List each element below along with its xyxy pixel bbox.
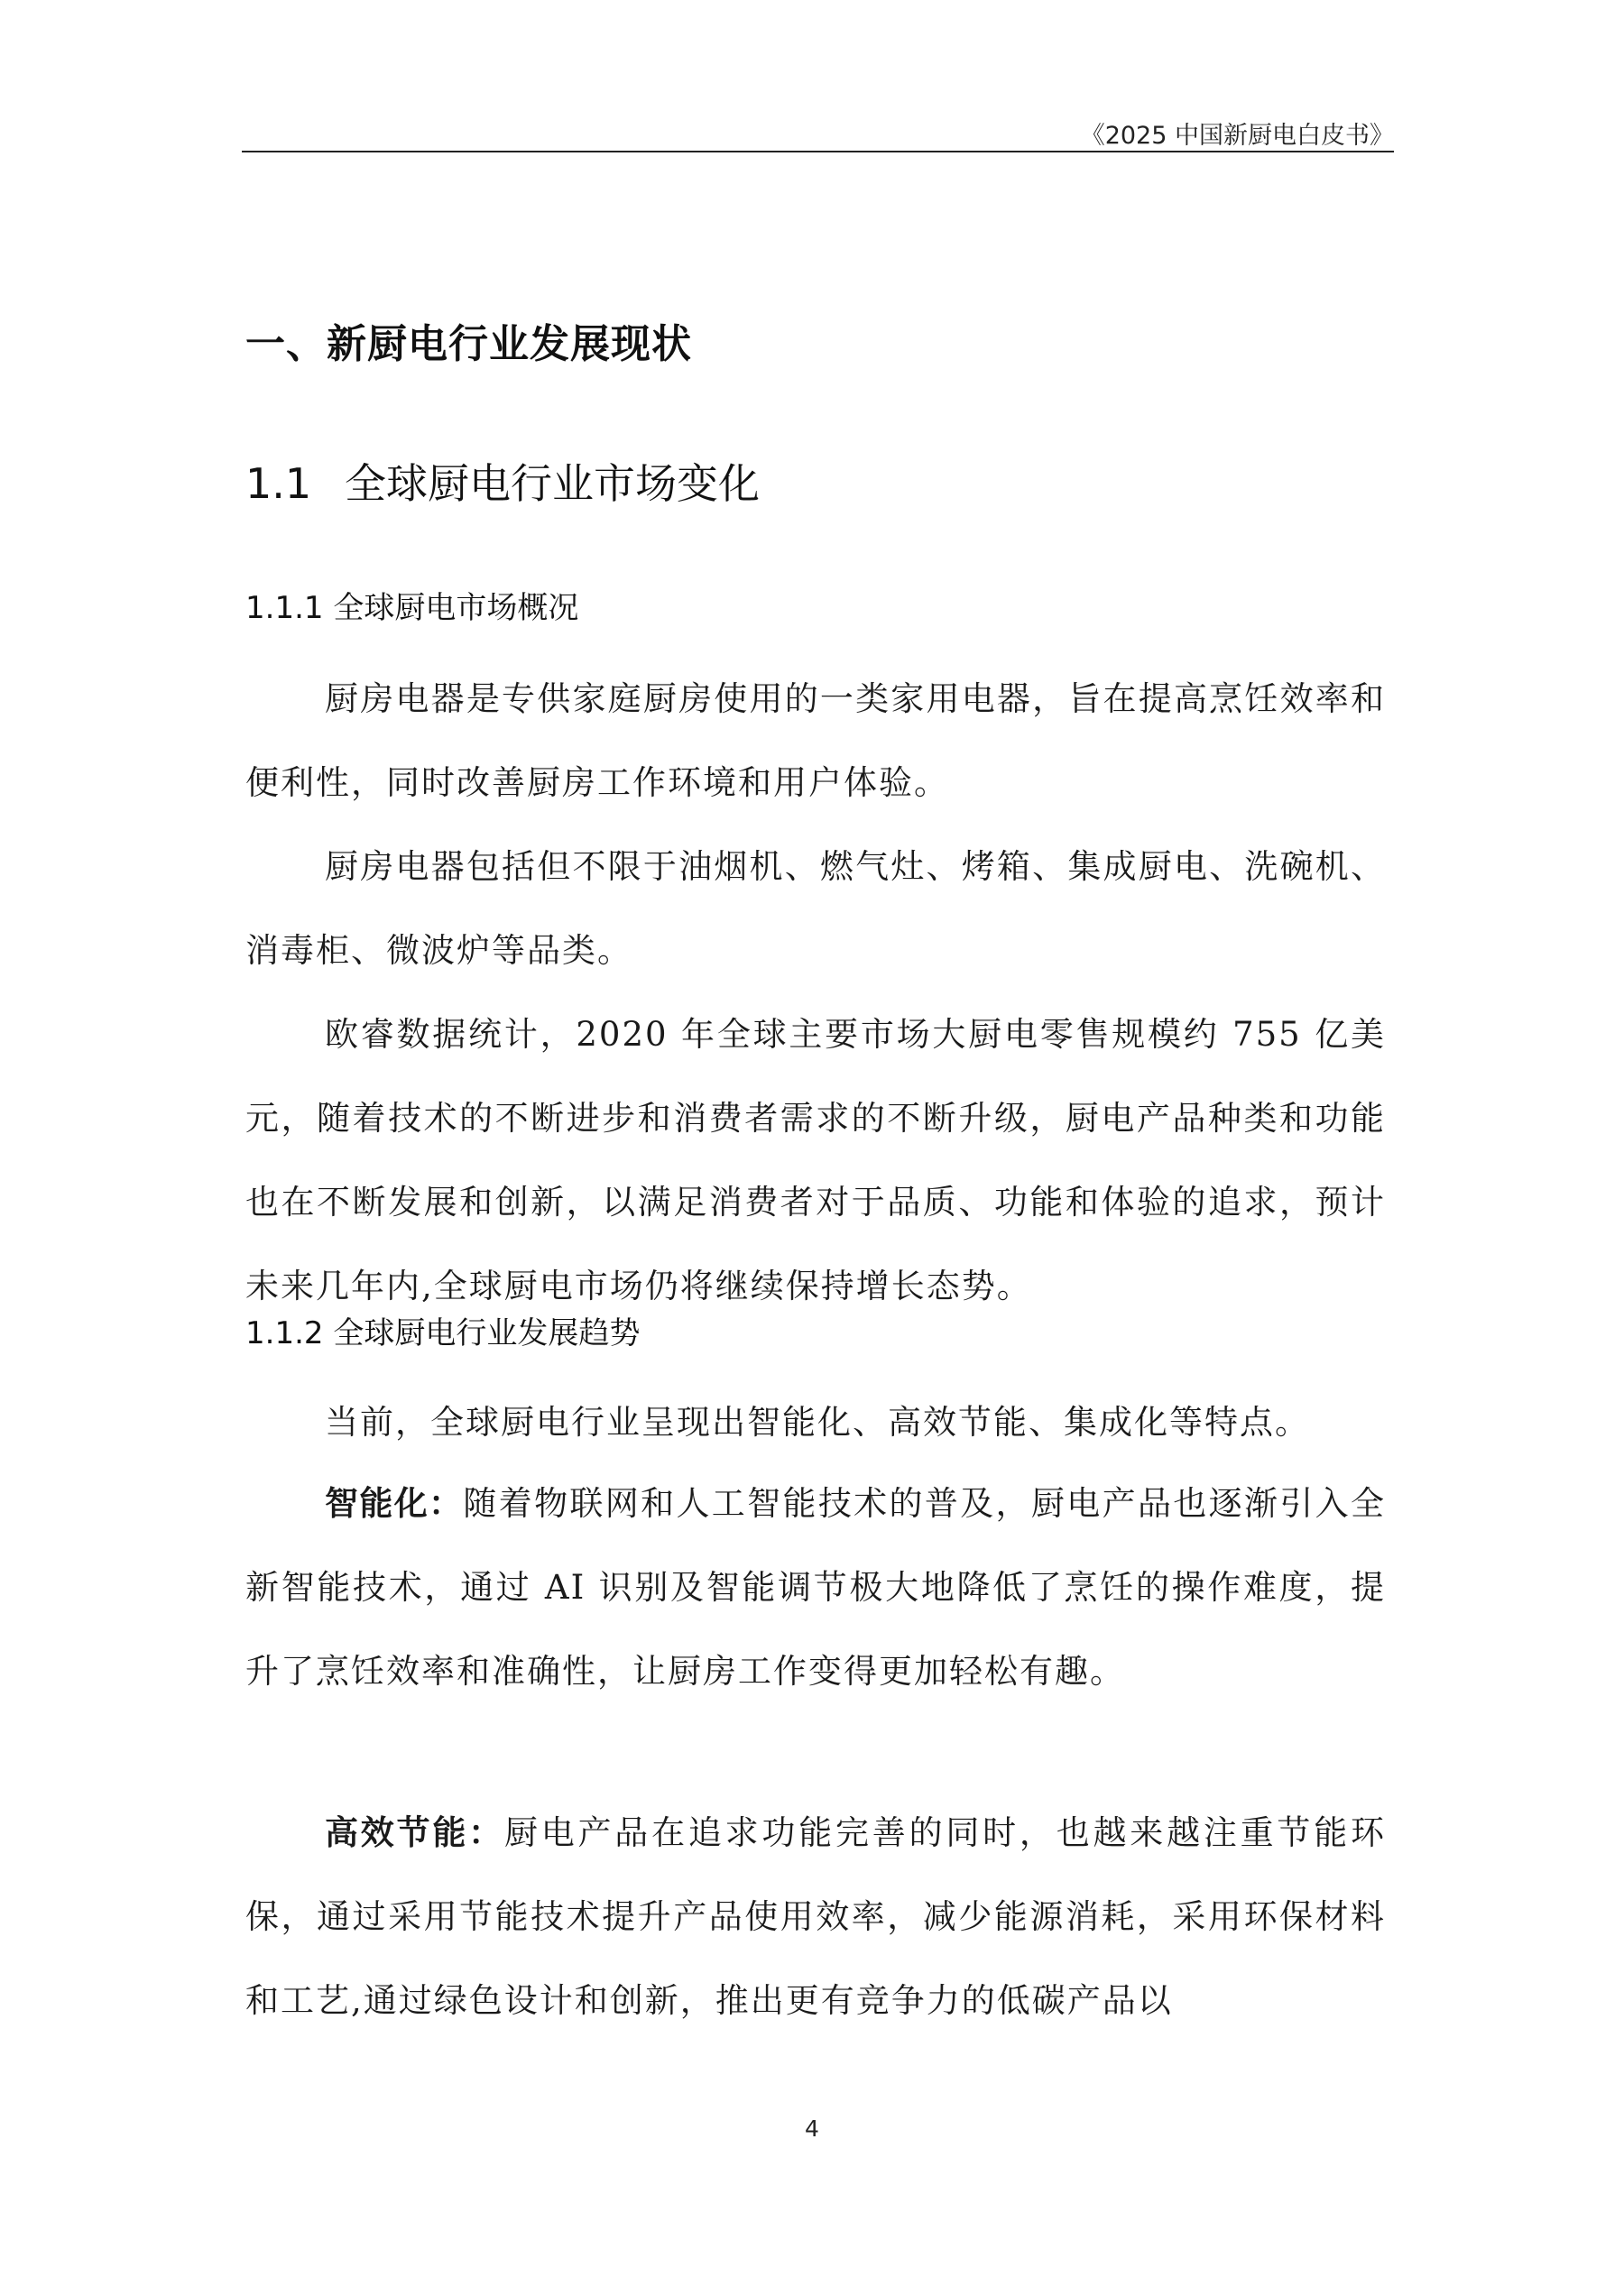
paragraph-energy-saving — [245, 1791, 1386, 2042]
section-heading — [245, 311, 692, 369]
subsection-number: 1.1 — [245, 459, 312, 508]
paragraph-definition: 厨房电器是专供家庭厨房使用的一类家用电器，旨在提高烹饪效率和便利性，同时改善厨房工作环境和用户体验。 — [245, 679, 1386, 802]
paragraph-market-size: 欧睿数据统计，2020 年全球主要市场大厨电零售规模约 755 亿美元，随着技术的不断进步和消费者需求的不断升级，厨电产品种类和功能也在不断发展和创新，以满足消费者对于品质、功能和体验的追求，预计未来几年内,全球厨电市场仍将继续保持增长态势。 — [245, 1015, 1386, 1305]
subsection-heading — [245, 451, 760, 511]
paragraph-intelligent — [245, 1462, 1386, 1713]
header-rule — [242, 151, 1394, 152]
page-number: 4 — [805, 2116, 819, 2142]
subsection-title: 全球厨电行业市场变化 — [345, 459, 760, 508]
term-intelligent: 智能化： — [325, 1484, 464, 1523]
running-header: 《2025 中国新厨电白皮书》 — [1080, 122, 1394, 150]
term-energy-saving: 高效节能： — [325, 1813, 504, 1852]
subsubsection-heading-2: 1.1.2 全球厨电行业发展趋势 — [245, 1315, 641, 1351]
text-intelligent: 随着物联网和人工智能技术的普及，厨电产品也逐渐引入全新智能技术，通过 AI 识别及智能调节极大地降低了烹饪的操作难度，提升了烹饪效率和准确性，让厨房工作变得更加轻松有趣。 — [245, 1484, 1387, 1691]
section-number: 一、 — [245, 321, 327, 367]
subsubsection-heading-1: 1.1.1 全球厨电市场概况 — [245, 590, 579, 626]
paragraph-categories: 厨房电器包括但不限于油烟机、燃气灶、烤箱、集成厨电、洗碗机、消毒柜、微波炉等品类。 — [245, 847, 1386, 970]
text-energy-saving: 厨电产品在追求功能完善的同时，也越来越注重节能环保，通过采用节能技术提升产品使用效率，减少能源消耗，采用环保材料和工艺,通过绿色设计和创新，推出更有竞争力的低碳产品以 — [245, 1813, 1387, 2020]
paragraph-trends-intro: 当前，全球厨电行业呈现出智能化、高效节能、集成化等特点。 — [325, 1403, 1310, 1442]
section-title: 新厨电行业发展现状 — [327, 321, 692, 367]
